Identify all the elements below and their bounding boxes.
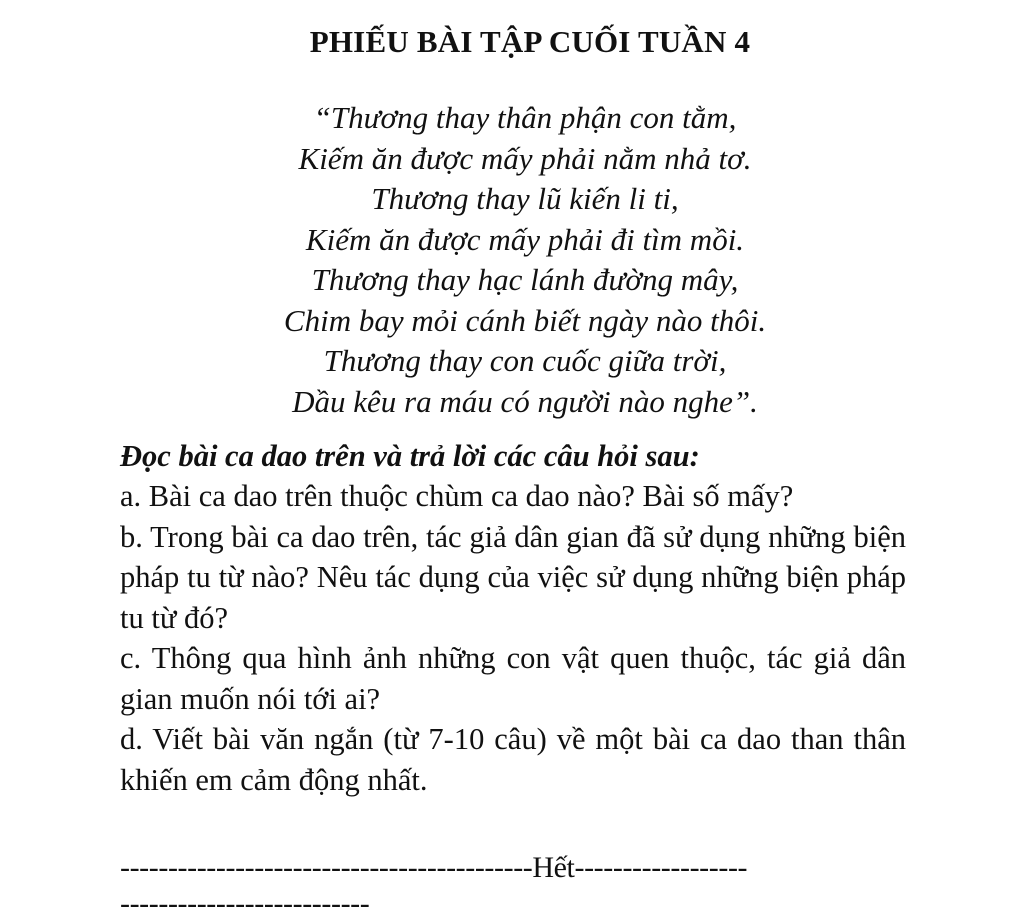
worksheet-title: PHIẾU BÀI TẬP CUỐI TUẦN 4: [309, 24, 751, 59]
end-divider-continued: --------------------------: [120, 887, 370, 920]
poem-line: Thương thay hạc lánh đường mây,: [311, 262, 739, 297]
poem-line: Dầu kêu ra máu có người nào nghe”.: [292, 383, 758, 419]
poem-line: “Thương thay thân phận con tằm,: [313, 100, 737, 135]
question-list: [120, 476, 906, 800]
folk-poem: [0, 98, 1024, 422]
question-a: a. Bài ca dao trên thuộc chùm ca dao nào? Bài số mấy?: [120, 479, 794, 513]
end-divider: -------------------------------------------Hết------------------: [120, 851, 748, 884]
poem-line: Kiếm ăn được mấy phải nằm nhả tơ.: [298, 140, 752, 176]
question-c: c. Thông qua hình ảnh những con vật quen thuộc, tác giả dân gian muốn nói tới ai?: [120, 641, 906, 716]
instruction-heading: Đọc bài ca dao trên và trả lời các câu hỏi sau:: [120, 439, 700, 473]
poem-line: Chim bay mỏi cánh biết ngày nào thôi.: [283, 302, 767, 338]
poem-line: Kiếm ăn được mấy phải đi tìm mồi.: [305, 221, 745, 257]
poem-line: Thương thay lũ kiến li ti,: [371, 181, 679, 216]
question-d: d. Viết bài văn ngắn (từ 7-10 câu) về một bài ca dao than thân khiến em cảm động nhất.: [120, 722, 906, 797]
poem-line: Thương thay con cuốc giữa trời,: [323, 343, 727, 378]
question-b: b. Trong bài ca dao trên, tác giả dân gian đã sử dụng những biện pháp tu từ nào? Nêu tác dụng của việc sử dụng những biện pháp tu từ đó?: [120, 519, 906, 635]
